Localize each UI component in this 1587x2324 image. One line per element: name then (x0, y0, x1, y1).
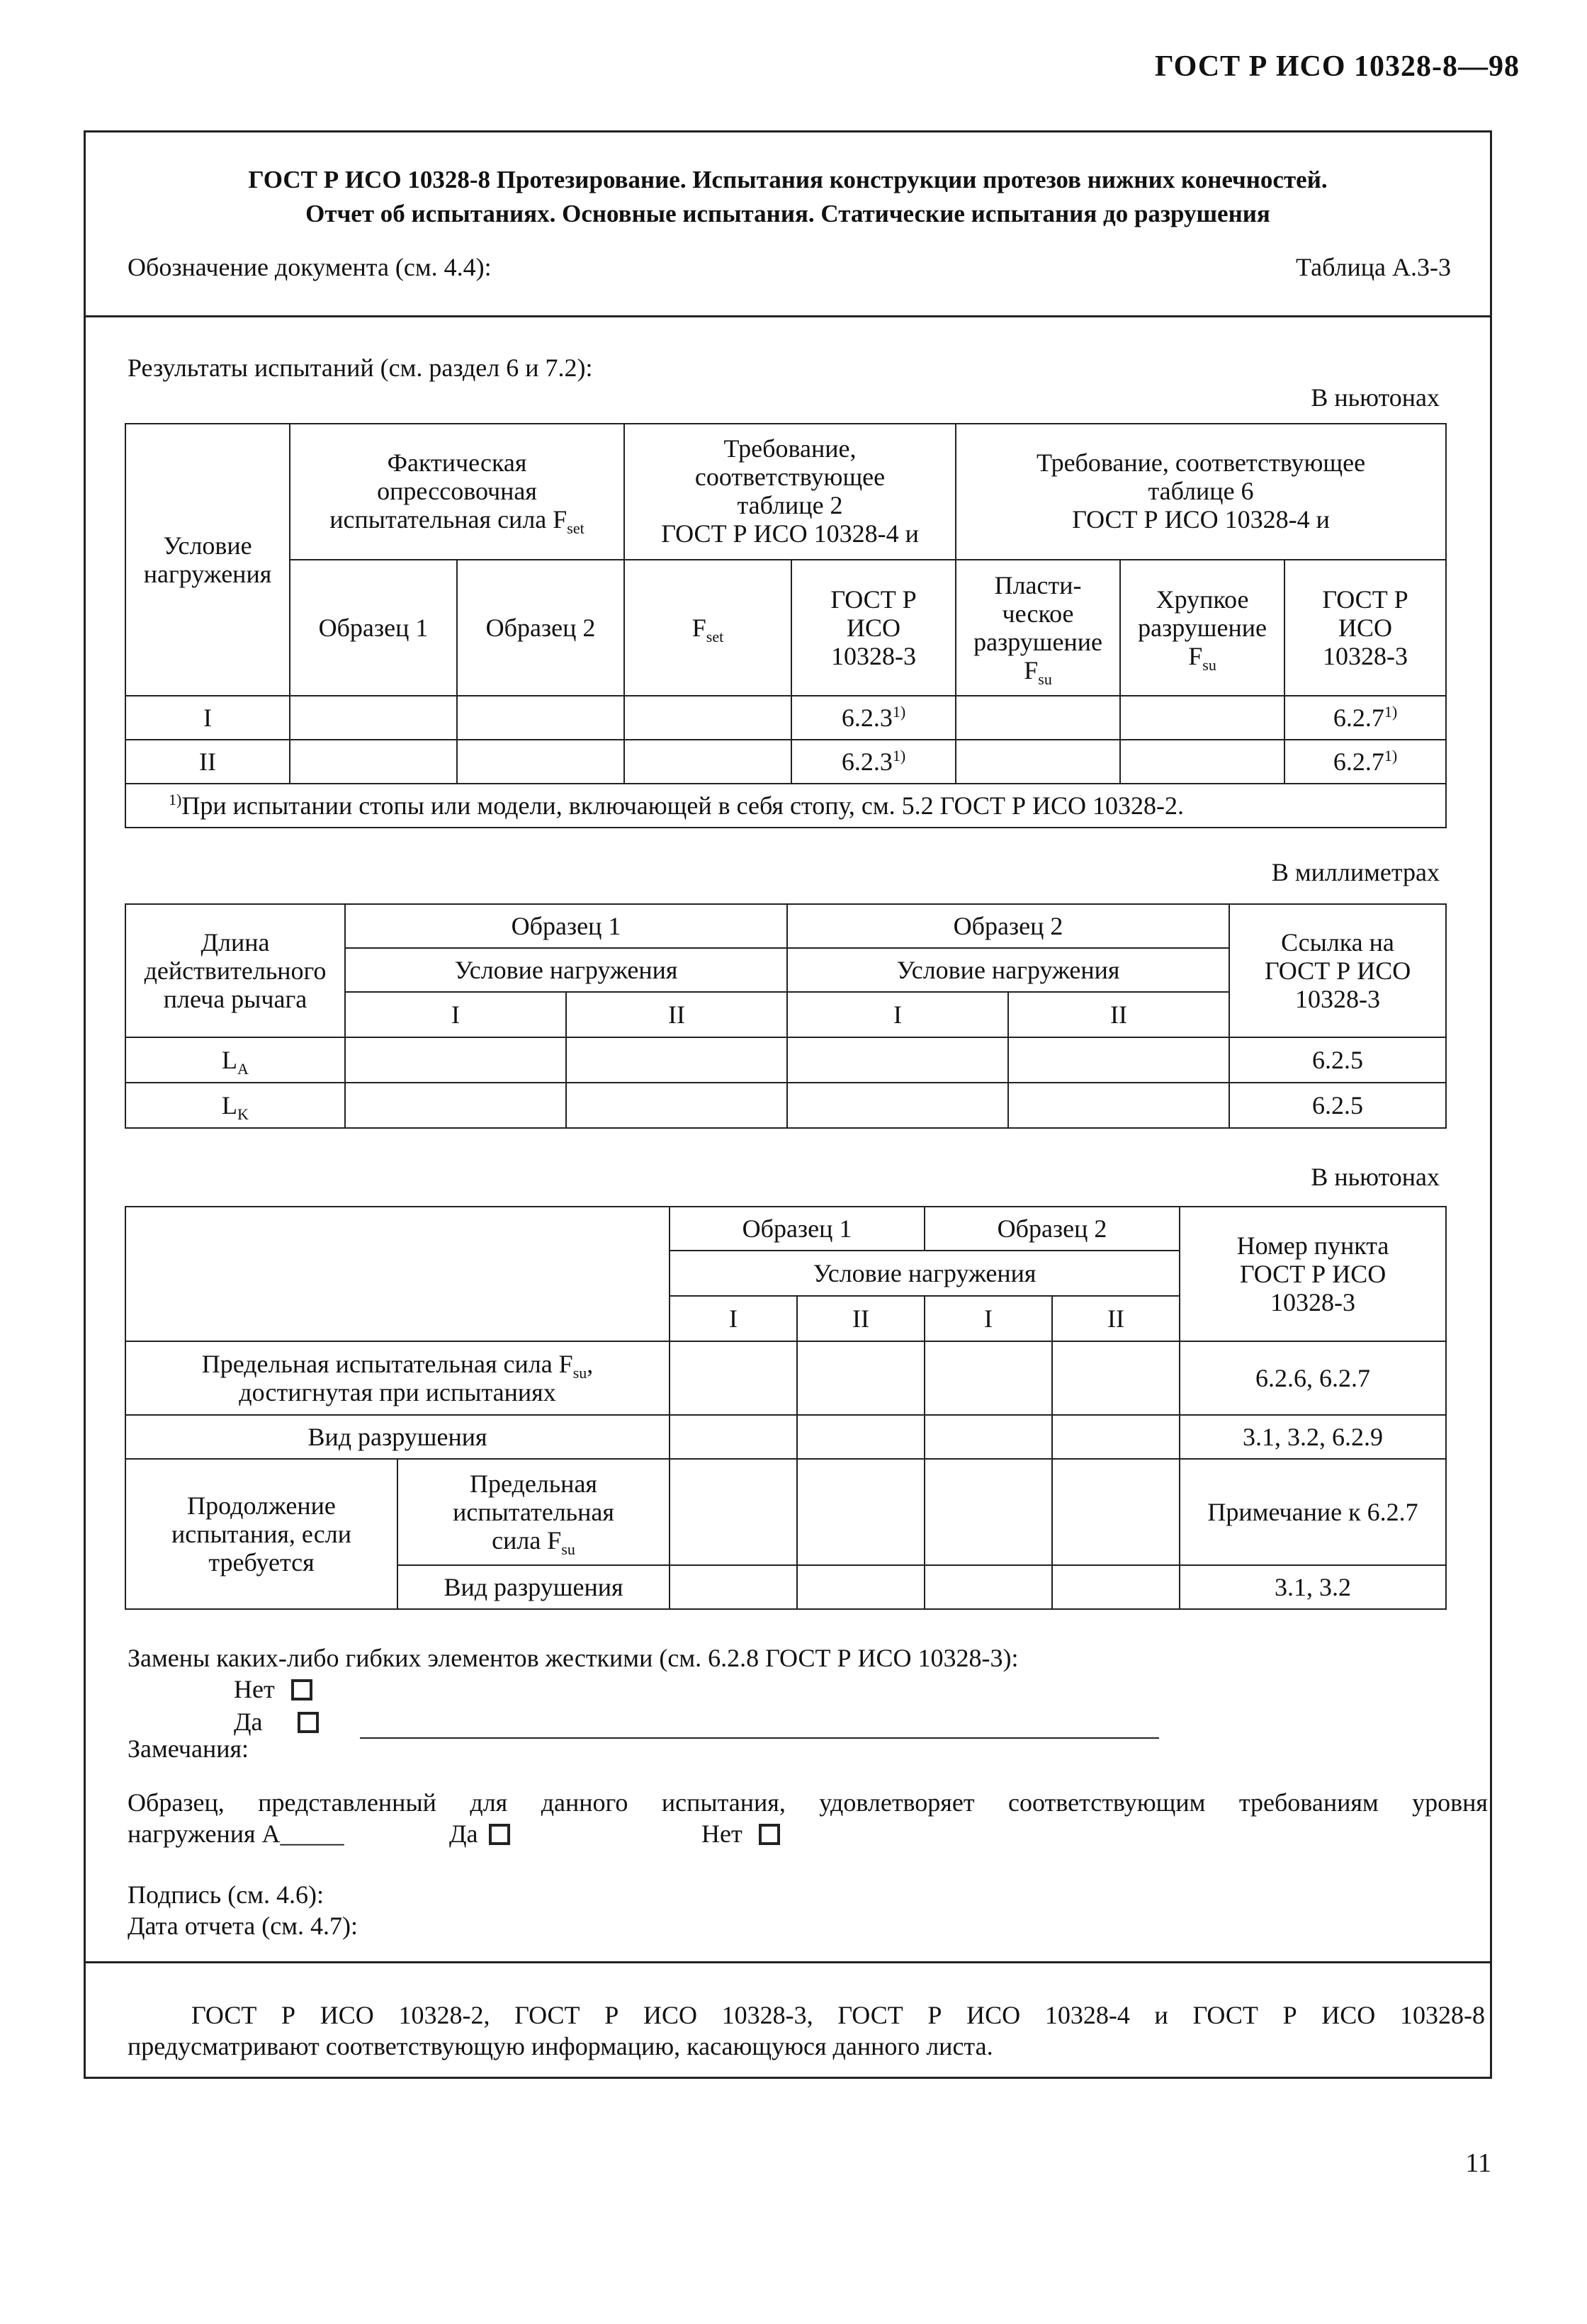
conformity-yes-option[interactable]: Да (449, 1818, 510, 1849)
col-gost-ref-1: ГОСТ Р ИСО 10328-3 (791, 560, 956, 696)
form-title (84, 163, 1492, 231)
results-table (125, 423, 1447, 828)
table-row: Продолжение испытания, если требуется Предельная испытательная сила $F_{su}$ Примечание к 6.2.7 (125, 1459, 1446, 1565)
col-sample2: Образец 2 (787, 904, 1229, 948)
document-code-header: ГОСТ Р ИСО 10328-8—98 (1154, 50, 1520, 83)
replacement-details-line[interactable] (360, 1737, 1159, 1739)
col-loading-condition: Условие нагружения (345, 948, 787, 992)
table-row: Предельная испытательная сила $F_{su}$, достигнутая при испытаниях 6.2.6, 6.2.7 (125, 1341, 1446, 1415)
results-label: Результаты испытаний (см. раздел 6 и 7.2): (128, 354, 593, 382)
table-row: $L_A$ 6.2.5 (125, 1037, 1446, 1083)
col-sample2: Образец 2 (457, 560, 624, 696)
ultimate-force-table: Образец 1 Образец 2 Номер пункта ГОСТ Р ИСО 10328-3 Условие нагружения I II I II Предельная испытательная сила $F_{su}$, достигнутая при испытаниях 6.2.6, 6.2.7 Вид разрушения 3.1, 3.2, 6.2.9 Продолжение испытания, если требуется Предельная испытательная сила $F_{su}$ Примечание к 6.2.7 Вид разрушения 3.1, 3.2 (125, 1206, 1447, 1610)
col-loading-condition: Условие нагружения (787, 948, 1229, 992)
col-sample1: Образец 1 (670, 1207, 925, 1251)
table-footnote-row: $^{1)}$При испытании стопы или модели, включающей в себя стопу, см. 5.2 ГОСТ Р ИСО 10328-2. (125, 784, 1446, 828)
table-reference: Таблица А.3-3 (1296, 253, 1451, 281)
col-plastic-failure: Пласти- ческое разрушение $F_{su}$ (956, 560, 1120, 696)
table-row: II 6.2.3$^{1)}$ 6.2.7$^{1)}$ (125, 740, 1446, 784)
page-number: 11 (1465, 2148, 1491, 2178)
replacement-no-checkbox[interactable] (291, 1679, 312, 1700)
col-sample1: Образец 1 (290, 560, 457, 696)
bottom-note-line2: предусматривают соответствующую информацию, касающуюся данного листа. (128, 2032, 993, 2060)
col-sample1: Образец 1 (345, 904, 787, 948)
col-fset: $F_{set}$ (624, 560, 791, 696)
bottom-note-line1: ГОСТ Р ИСО 10328-2, ГОСТ Р ИСО 10328-3, ГОСТ Р ИСО 10328-4 и ГОСТ Р ИСО 10328-8 (191, 2001, 1485, 2029)
table2-unit: В миллиметрах (1271, 858, 1440, 886)
lever-arm-table: Длина действительного плеча рычага Образец 1 Образец 2 Ссылка на ГОСТ Р ИСО 10328-3 Условие нагружения Условие нагружения I II I II $L_A$ 6.2.5 $L_K$ 6.2.5 (125, 903, 1447, 1129)
bottom-divider (84, 1961, 1492, 1963)
table-row: $L_K$ 6.2.5 (125, 1083, 1446, 1128)
table1-unit: В ньютонах (1311, 383, 1440, 412)
col-brittle-failure: Хрупкое разрушение $F_{su}$ (1120, 560, 1284, 696)
col-requirement-table6: Требование, соответствующее таблице 6 ГОСТ Р ИСО 10328-4 и (956, 424, 1446, 560)
col-clause-number: Номер пункта ГОСТ Р ИСО 10328-3 (1180, 1207, 1446, 1341)
replacement-question: Замены каких-либо гибких элементов жесткими (см. 6.2.8 ГОСТ Р ИСО 10328-3): (128, 1644, 1019, 1672)
replacement-yes-checkbox[interactable] (298, 1712, 319, 1733)
col-gost-ref: Ссылка на ГОСТ Р ИСО 10328-3 (1229, 904, 1446, 1037)
replacement-no-option[interactable]: Нет (234, 1674, 312, 1705)
col-loading-condition: Условие нагружения (670, 1251, 1180, 1296)
col-sample2: Образец 2 (925, 1207, 1180, 1251)
table3-unit: В ньютонах (1311, 1163, 1440, 1191)
title-divider (84, 315, 1492, 317)
table-row: I 6.2.3$^{1)}$ 6.2.7$^{1)}$ (125, 696, 1446, 740)
conformity-no-checkbox[interactable] (759, 1824, 780, 1845)
conformity-no-option[interactable]: Нет (701, 1818, 780, 1849)
conformity-yes-checkbox[interactable] (489, 1824, 510, 1845)
conformity-statement: Образец, представленный для данного испытания, удовлетворяет соответствующим требованиям уровня (128, 1788, 1488, 1817)
table-row: Вид разрушения 3.1, 3.2 (125, 1565, 1446, 1609)
replacement-yes-option[interactable]: Да (234, 1706, 319, 1737)
col-gost-ref-2: ГОСТ Р ИСО 10328-3 (1284, 560, 1446, 696)
col-requirement-table2: Требование, соответствующее таблице 2 ГОСТ Р ИСО 10328-4 и (624, 424, 956, 560)
form-title-line1: ГОСТ Р ИСО 10328-8 Протезирование. Испытания конструкции протезов нижних конечностей. (248, 166, 1328, 193)
document-designation-label: Обозначение документа (см. 4.4): (128, 253, 492, 281)
report-date-label: Дата отчета (см. 4.7): (128, 1912, 358, 1940)
col-actual-proof-force: Фактическая опрессовочная испытательная сила $F_{set}$ (290, 424, 624, 560)
table-row: Вид разрушения 3.1, 3.2, 6.2.9 (125, 1415, 1446, 1459)
col-lever-arm-length: Длина действительного плеча рычага (125, 904, 345, 1037)
remarks-label: Замечания: (128, 1734, 249, 1763)
form-title-line2: Отчет об испытаниях. Основные испытания. Статические испытания до разрушения (305, 200, 1270, 227)
loading-level-field[interactable]: нагружения А_____ (128, 1820, 344, 1848)
signature-label: Подпись (см. 4.6): (128, 1880, 324, 1909)
col-loading-condition: Условие нагружения (125, 424, 290, 696)
